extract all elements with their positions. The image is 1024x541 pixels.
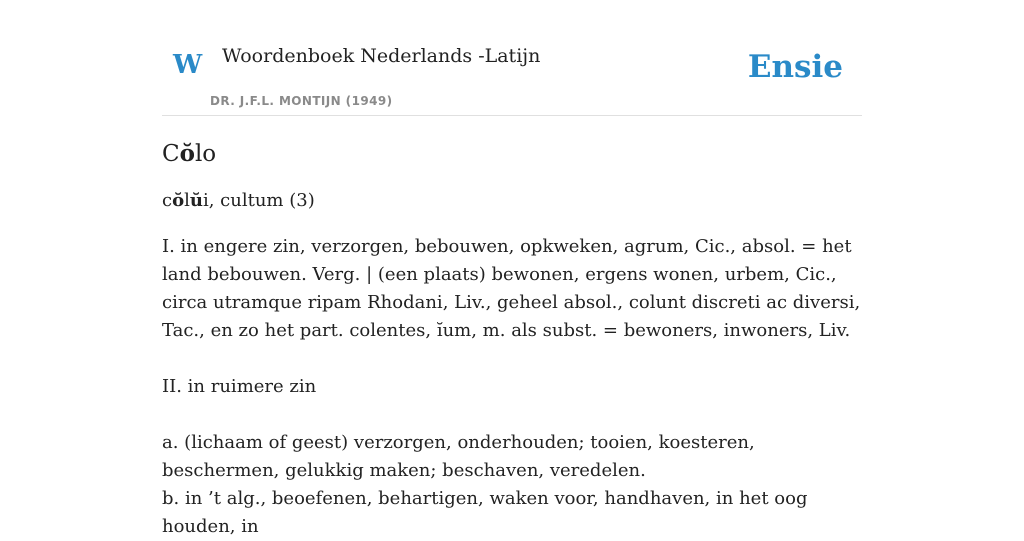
headword-part: lo [194, 141, 217, 167]
forms-accent: ŭ [189, 190, 203, 211]
forms-accent: ŏ [172, 190, 185, 211]
ensie-brand-logo[interactable]: Ensie [747, 49, 843, 85]
dictionary-logo: W [173, 50, 203, 80]
dictionary-author: DR. J.F.L. MONTIJN (1949) [210, 94, 393, 108]
forms-part: c [162, 190, 173, 211]
sense-2b: b. in ’t alg., beoefenen, behartigen, waken voor, handhaven, in het oog houden, in [162, 488, 808, 537]
headword-part: C [162, 141, 180, 167]
sense-2a: a. (lichaam of geest) verzorgen, onderhouden; tooien, koesteren, beschermen, gelukkig maken; beschaven, veredelen. [162, 432, 755, 481]
dictionary-title[interactable]: Woordenboek Nederlands -Latijn [222, 45, 541, 67]
headword-accent: ŏ [179, 140, 195, 167]
entry-forms [162, 187, 862, 215]
paragraph-gap [162, 401, 862, 429]
sense-2: II. in ruimere zin [162, 376, 317, 397]
paragraph-gap [162, 345, 862, 373]
entry-content [162, 138, 862, 541]
dictionary-header [162, 0, 862, 116]
entry-headword [162, 138, 862, 170]
forms-part: l [184, 190, 190, 211]
forms-part: i, cultum (3) [202, 190, 315, 211]
sense-1: I. in engere zin, verzorgen, bebouwen, opkweken, agrum, Cic., absol. = het land bebouwen. Verg. | (een plaats) bewonen, ergens wonen, urbem, Cic., circa utramque ripam Rhodani, Liv., geheel absol., colunt discreti ac diversi, Tac., en zo het part. colentes, ĭum, m. als subst. = bewoners, inwoners, Liv. [162, 236, 861, 341]
